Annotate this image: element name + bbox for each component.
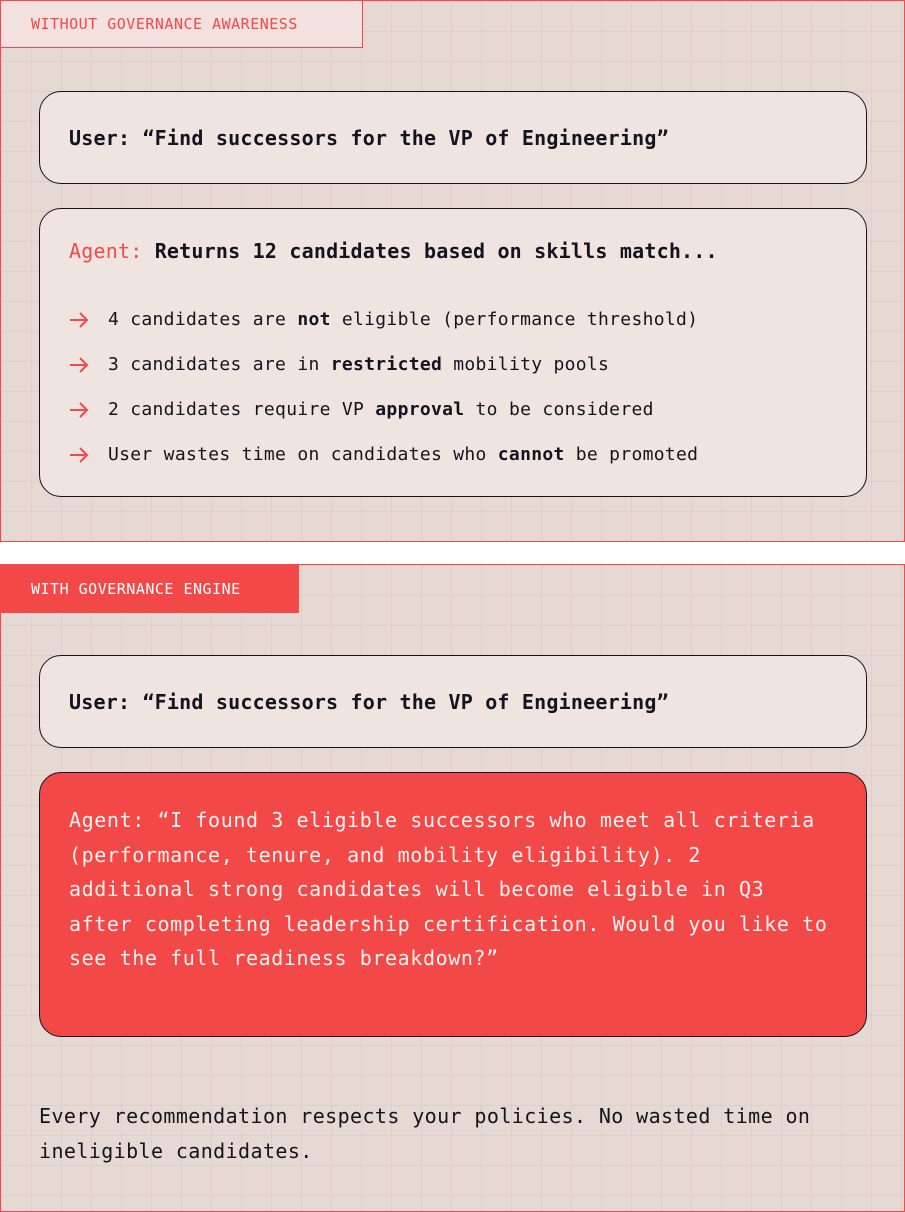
list-item [69, 387, 837, 432]
agent-response-heading [69, 239, 837, 263]
list-item [69, 342, 837, 387]
user-message-card [39, 655, 867, 748]
agent-reply-card [39, 772, 867, 1037]
user-message: User: “Find successors for the VP of Engineering” [69, 125, 669, 150]
agent-response-text: Returns 12 candidates based on skills match... [142, 239, 718, 263]
agent-reply-text: Agent: “I found 3 eligible successors who meet all criteria (performance, tenure, and mobility eligibility). 2 additional strong candidates will become eligible in Q3 after completing leadership certification. Would you like to see the full readiness breakdown?” [69, 808, 828, 970]
list-item-text: 4 candidates are not eligible (performance threshold) [108, 309, 699, 330]
list-item-text: 2 candidates require VP approval to be considered [108, 399, 654, 420]
list-item [69, 297, 837, 342]
without-governance-tag: WITHOUT GOVERNANCE AWARENESS [1, 1, 363, 48]
arrow-right-icon [69, 357, 89, 373]
issue-list [69, 297, 837, 477]
list-item [69, 432, 837, 477]
summary-footer: Every recommendation respects your policies. No wasted time on ineligible candidates. [39, 1104, 811, 1163]
list-item-text: 3 candidates are in restricted mobility pools [108, 354, 610, 375]
arrow-right-icon [69, 447, 89, 463]
without-governance-panel [0, 0, 905, 542]
user-message-card [39, 91, 867, 184]
agent-response-card [39, 208, 867, 497]
with-governance-panel [0, 564, 905, 1212]
arrow-right-icon [69, 402, 89, 418]
list-item-text: User wastes time on candidates who cannot be promoted [108, 444, 699, 465]
with-governance-tag: WITH GOVERNANCE ENGINE [1, 565, 299, 613]
arrow-right-icon [69, 312, 89, 328]
agent-label: Agent: [69, 239, 143, 263]
user-message: User: “Find successors for the VP of Engineering” [69, 689, 669, 714]
